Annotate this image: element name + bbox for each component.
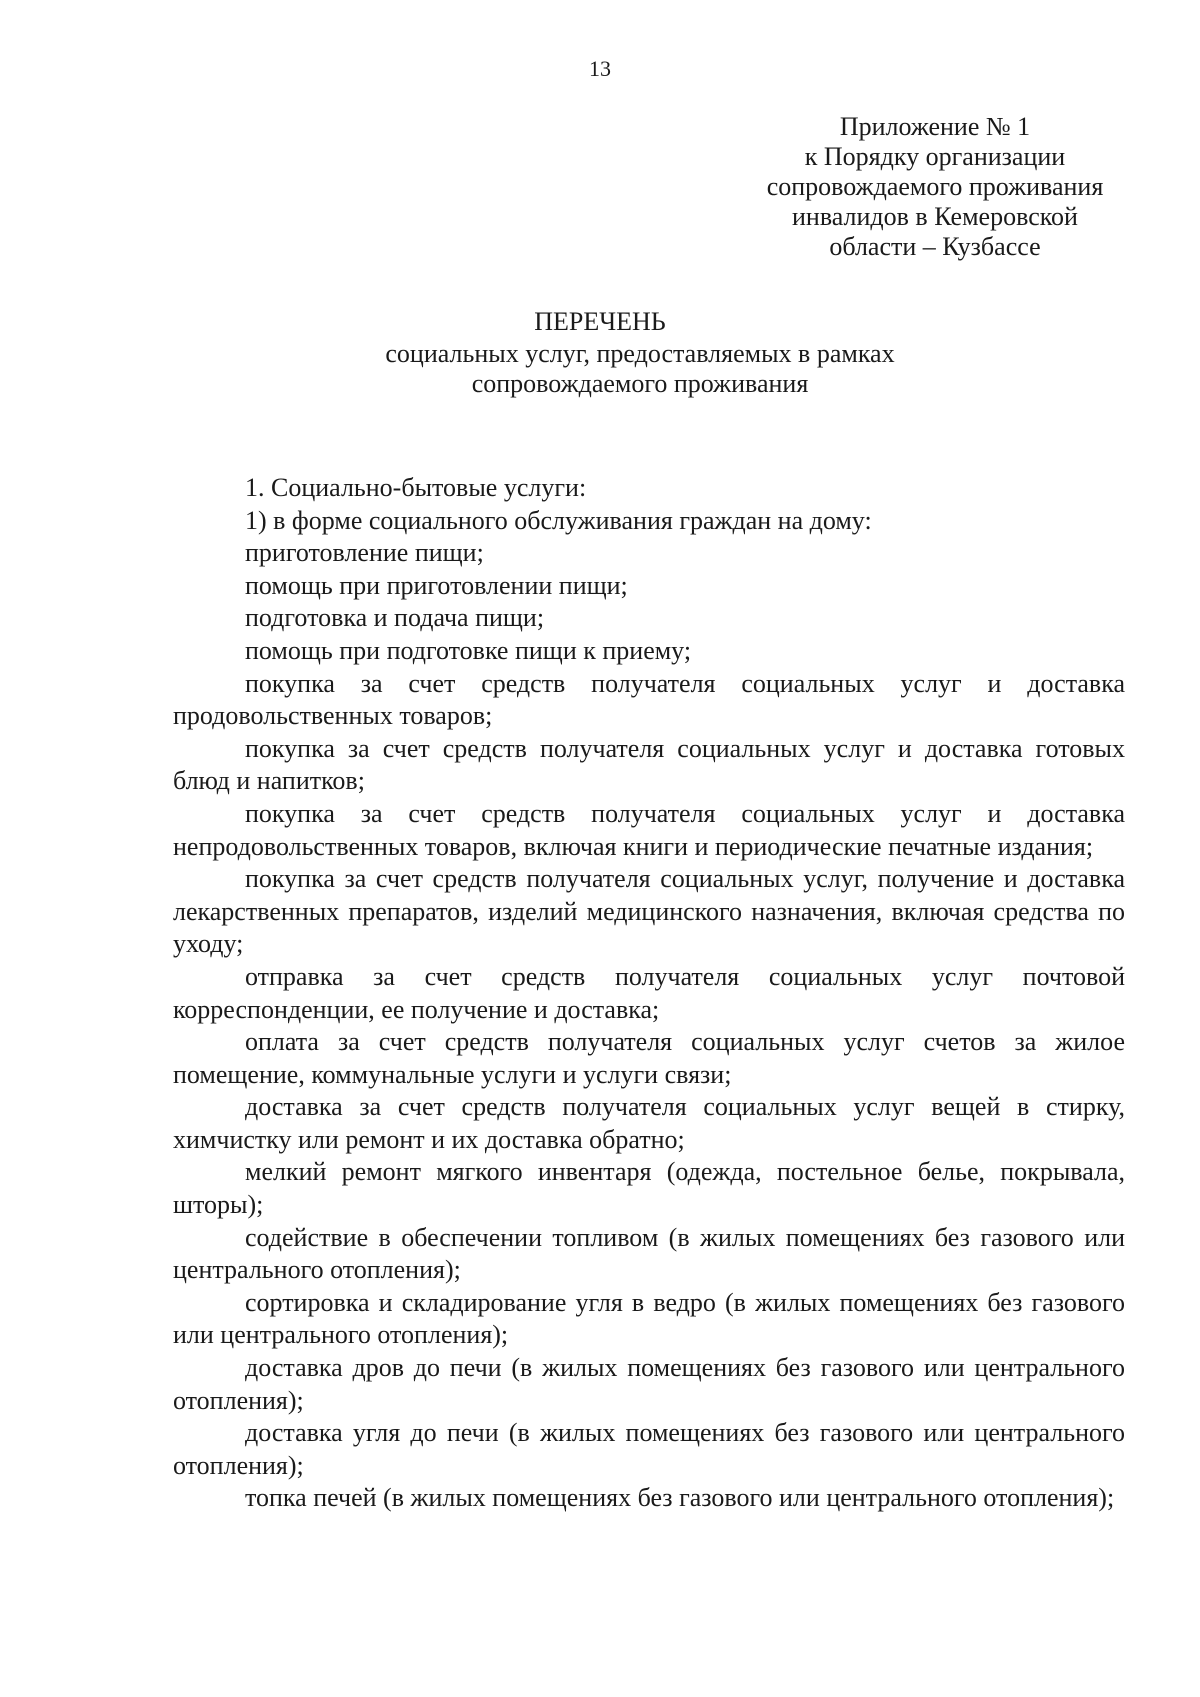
document-title: ПЕРЕЧЕНЬ [534,307,666,336]
subtitle-line: сопровождаемого проживания [471,369,809,398]
list-item: сортировка и складирование угля в ведро (в жилых помещениях без газового или центрального отопления); [173,1287,1125,1350]
list-item: доставка угля до печи (в жилых помещениях без газового или центрального отопления); [173,1418,1125,1480]
section-heading: 1. Социально-бытовые услуги: [245,473,587,502]
list-item: топка печей (в жилых помещениях без газового или центрального отопления); [245,1483,1115,1513]
list-item: помощь при приготовлении пищи; [245,570,628,600]
list-item: помощь при подготовке пищи к приему; [245,635,692,665]
appendix-line: инвалидов в Кемеровской [792,202,1078,231]
appendix-block [715,112,1155,262]
list-item: покупка за счет средств получателя социальных услуг и доставка готовых блюд и напитков; [173,733,1125,796]
list-item: покупка за счет средств получателя социальных услуг, получение и доставка лекарственных препаратов, изделий медицинского назначения, включая средства по уходу; [173,864,1125,959]
list-item: покупка за счет средств получателя социальных услуг и доставка продовольственных товаров; [173,668,1125,731]
document-body [173,472,1125,1515]
subtitle-line: социальных услуг, предоставляемых в рамках [385,339,895,368]
appendix-line: области – Кузбассе [829,232,1041,261]
list-item: отправка за счет средств получателя социальных услуг почтовой корреспонденции, ее получение и доставка; [173,961,1125,1024]
list-item: подготовка и подача пищи; [245,603,545,633]
appendix-line: к Порядку организации [804,142,1066,171]
document-subtitle [350,339,930,399]
list-item: покупка за счет средств получателя социальных услуг и доставка непродовольственных товаров, включая книги и периодические печатные издания; [173,798,1125,861]
list-item: приготовление пищи; [245,538,484,568]
list-item: мелкий ремонт мягкого инвентаря (одежда, постельное белье, покрывала, шторы); [173,1157,1125,1220]
subsection-heading: 1) в форме социального обслуживания граждан на дому: [245,505,872,535]
list-item: содействие в обеспечении топливом (в жилых помещениях без газового или центрального отопления); [173,1222,1125,1285]
list-item: доставка дров до печи (в жилых помещениях без газового или центрального отопления); [173,1353,1125,1415]
appendix-line: сопровождаемого проживания [766,172,1104,201]
page-number: 13 [589,56,611,81]
appendix-line: Приложение № 1 [839,112,1031,141]
list-item: доставка за счет средств получателя социальных услуг вещей в стирку, химчистку или ремонт и их доставка обратно; [173,1092,1125,1154]
list-item: оплата за счет средств получателя социальных услуг счетов за жилое помещение, коммунальные услуги и услуги связи; [173,1027,1125,1089]
